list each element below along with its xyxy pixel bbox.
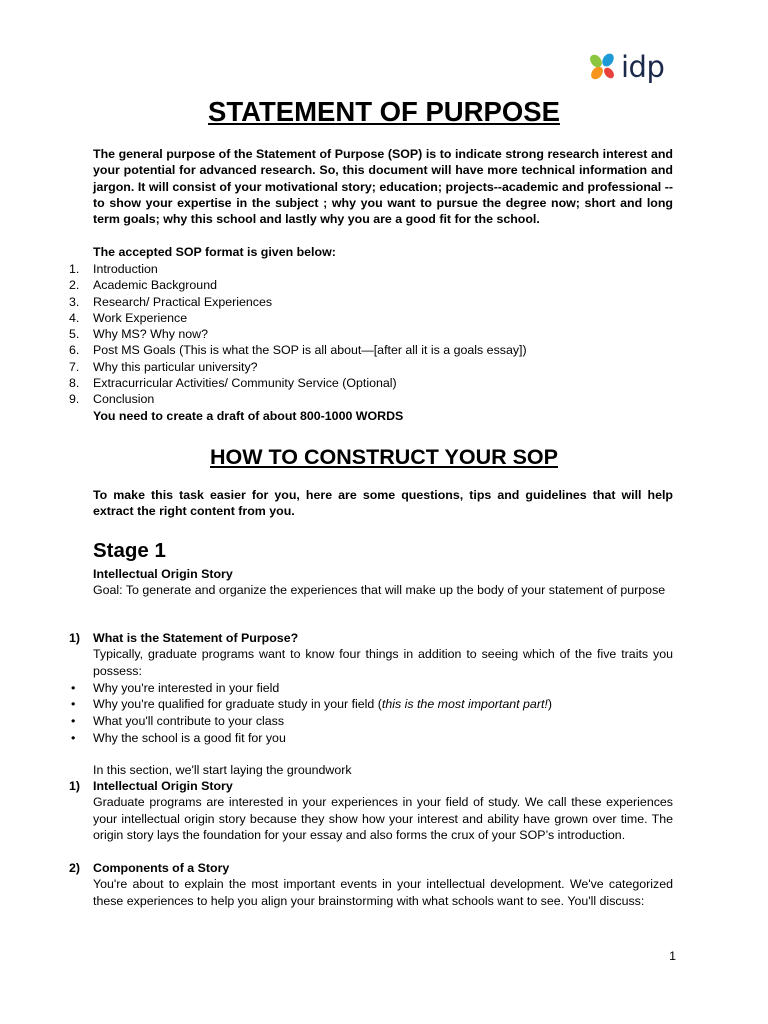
groundwork-text: In this section, we'll start laying the groundwork	[93, 763, 352, 777]
section-1-heading: Intellectual Origin Story	[93, 779, 233, 793]
idp-flower-icon	[588, 52, 618, 82]
list-item: • What you'll contribute to your class	[71, 713, 285, 728]
question-1-text: Typically, graduate programs want to know four things in addition to seeing which of the five traits you possess:	[93, 647, 673, 678]
idp-logo-text: idp	[621, 50, 665, 84]
page-title: STATEMENT OF PURPOSE	[208, 96, 560, 127]
format-item: 9. Conclusion	[69, 392, 155, 407]
format-item: 6. Post MS Goals (This is what the SOP is all about—[after all it is a goals essay])	[69, 343, 527, 358]
question-1-heading: What is the Statement of Purpose?	[93, 631, 299, 645]
question-1: 1) What is the Statement of Purpose? Typically, graduate programs want to know four things in addition to seeing which of the five traits you possess:	[69, 631, 673, 678]
section-1-text: Graduate programs are interested in your experiences in your field of study. We call these experiences your intellectual origin story because they show how your interest and ability have grown over time. The origin story lays the foundation for your essay and also forms the crux of your SOP’s introduction.	[93, 795, 673, 842]
list-item: • Why you're interested in your field	[71, 681, 280, 695]
section-1: 1) Intellectual Origin Story Graduate programs are interested in your experiences in your field of study. We call these experiences your intellectual origin story because they show how your interest and ability have grown over time. The origin story lays the foundation for your essay and also forms the crux of your SOP’s introduction.	[69, 779, 673, 842]
format-item: 7. Why this particular university?	[69, 359, 258, 374]
format-heading: The accepted SOP format is given below:	[93, 245, 336, 259]
intro-paragraph: The general purpose of the Statement of Purpose (SOP) is to indicate strong research interest and your potential for advanced research. So, this document will have more technical information and jargon. It will consist of your motivational story; education; projects--academic and professional -- to show your expertise in the subject ; why you want to pursue the degree now; short and long term goals; why this school and lastly why you are a good fit for the school.	[93, 147, 673, 227]
stage-subtitle: Intellectual Origin Story	[93, 567, 233, 581]
bullet-list	[71, 680, 673, 746]
format-item: 1. Introduction	[69, 262, 158, 276]
format-item: 5. Why MS? Why now?	[69, 327, 208, 342]
section-intro: To make this task easier for you, here are some questions, tips and guidelines that will help extract the right content from you.	[93, 488, 673, 519]
draft-note: You need to create a draft of about 800-1000 WORDS	[93, 409, 404, 423]
stage-goal: Goal: To generate and organize the experiences that will make up the body of your statement of purpose	[93, 583, 666, 597]
stage-title: Stage 1	[93, 539, 166, 562]
list-item: • Why the school is a good fit for you	[71, 730, 286, 745]
sop-format-list	[69, 261, 673, 408]
section-2-heading: Components of a Story	[93, 861, 230, 875]
section-2: 2) Components of a Story You're about to explain the most important events in your intellectual development. We've categorized these experiences to help you align your brainstorming with what schools want to see. You'll discuss:	[69, 861, 673, 908]
format-item: 2. Academic Background	[69, 278, 217, 293]
page-number: 1	[669, 949, 676, 963]
section-2-text: You're about to explain the most important events in your intellectual development. We've categorized these experiences to help you align your brainstorming with what schools want to see. You'll discuss:	[93, 877, 673, 908]
section-title-construct: HOW TO CONSTRUCT YOUR SOP	[210, 445, 558, 469]
format-item: 4. Work Experience	[69, 310, 188, 325]
idp-logo	[588, 50, 678, 84]
format-item: 3. Research/ Practical Experiences	[69, 294, 273, 309]
list-item: • Why you're qualified for graduate study in your field (this is the most important part!)	[71, 697, 552, 712]
format-item: 8. Extracurricular Activities/ Community Service (Optional)	[69, 376, 397, 391]
